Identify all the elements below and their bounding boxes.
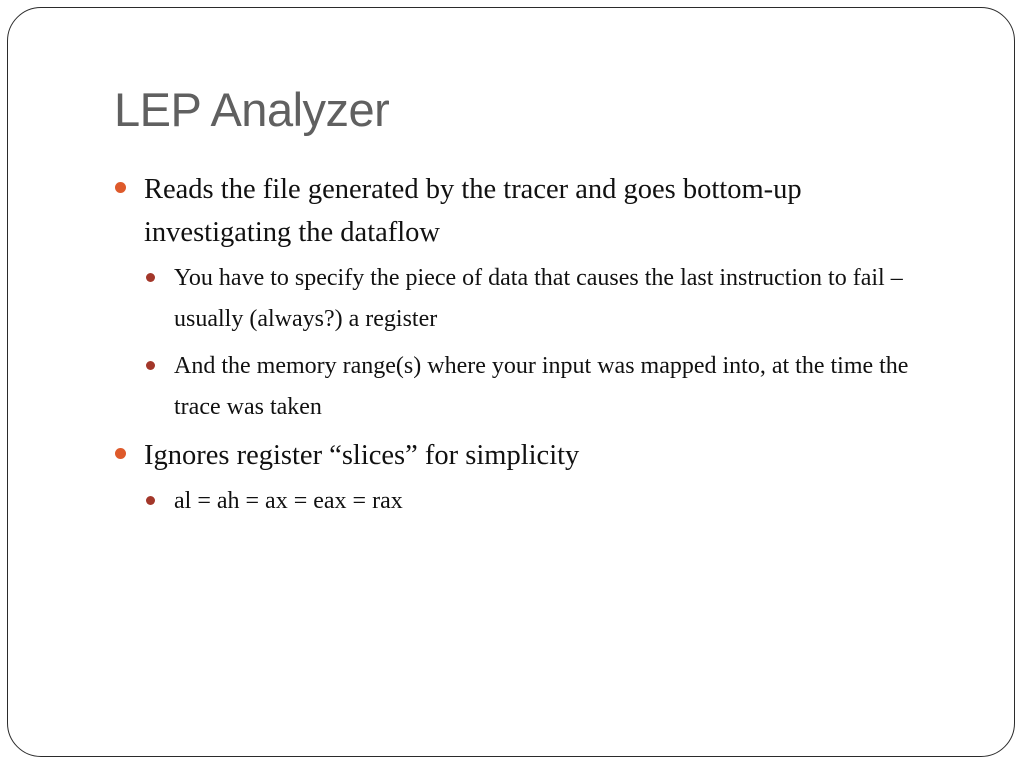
slide-title: LEP Analyzer [114, 83, 390, 136]
sub-bullet-text: You have to specify the piece of data that causes the last instruction to fail – usually (always?) a register [174, 265, 903, 332]
sub-bullet-text: al = ah = ax = eax = rax [174, 488, 403, 514]
sub-bullet-text: And the memory range(s) where your input was mapped into, at the time the trace was taken [174, 353, 909, 420]
bullet-text: Reads the file generated by the tracer and goes bottom-up investigating the dataflow [144, 174, 802, 248]
slide-content [114, 168, 954, 528]
bullet-dot-icon [115, 448, 126, 459]
bullet-ignores-slices [114, 434, 954, 477]
sub-bullet-dot-icon [146, 273, 155, 282]
sub-bullet-memory-range [145, 346, 954, 428]
sub-bullet-dot-icon [146, 496, 155, 505]
sub-bullet-specify-data [145, 258, 954, 340]
bullet-dot-icon [115, 182, 126, 193]
bullet-text: Ignores register “slices” for simplicity [144, 440, 580, 471]
sub-bullet-dot-icon [146, 361, 155, 370]
bullet-reads-file [114, 168, 954, 254]
sub-bullet-register-equality [145, 481, 954, 522]
